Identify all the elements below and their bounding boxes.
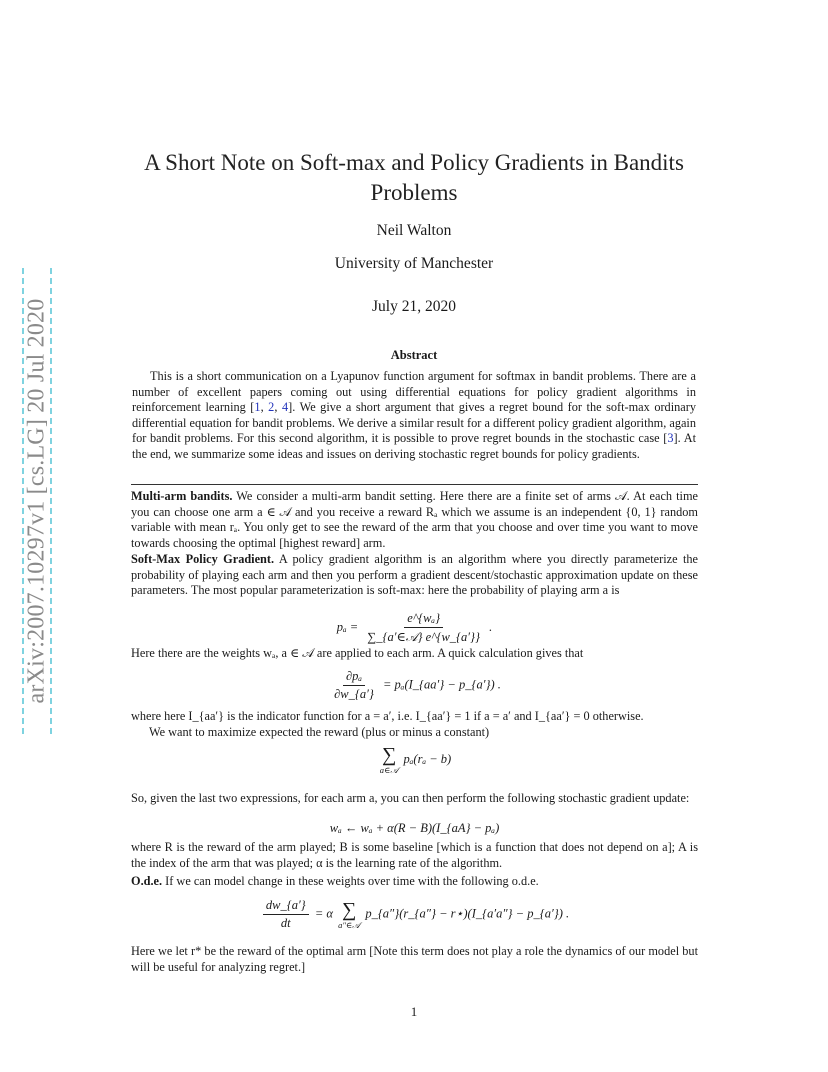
equation-expected-reward: ∑ a∈𝒜 pₐ(rₐ − b) <box>379 744 452 775</box>
equation-ode: $\frac{dw\_\{a'\}}{dt}$ = α ∑ a″∈𝒜 p_{a″}(r_{a″} − r⋆)(I_{a′a″} − p_{a′}) . <box>131 898 698 931</box>
paragraph-soft-max-policy-gradient: Soft-Max Policy Gradient. A policy gradient algorithm is an algorithm where you directly parameterize the probability of playing each arm and then you perform a gradient descent/stochastic approximation update on these parameters. The most popular parameterization is soft-max: here the probability of playing arm a is <box>131 552 698 598</box>
paragraph-maximize: We want to maximize expected the reward (plus or minus a constant) <box>149 725 490 739</box>
author-affiliation: University of Manchester <box>334 255 494 272</box>
page-number: 1 <box>410 1004 418 1019</box>
equation-softmax: pₐ = $\frac{\text{e\textasciicircum{}\{wₐ\}}}{\text{∑\_\{a′∈𝒜\} e\textasciicircum{}\{w\_\{a′\}\}}}$ . <box>336 611 493 644</box>
paragraph-ode: O.d.e. If we can model change in these weights over time with the following o.d.e. <box>131 874 539 888</box>
equation-update-rule: wₐ ← wₐ + α(R − B)(I_{aA} − pₐ) <box>329 821 500 835</box>
equation-gradient: $\frac{\text{∂pₐ}}{\partial w\_\{a'\}}$ = pₐ(I_{aa′} − p_{a′}) . <box>334 669 501 701</box>
arxiv-identifier: arXiv:2007.10297v1 [cs.LG] 20 Jul 2020 <box>23 298 50 704</box>
paper-date: July 21, 2020 <box>372 298 456 315</box>
paper-title: A Short Note on Soft-max and Policy Gradients in Bandits Problems <box>144 150 684 205</box>
abstract-text: This is a short communication on a Lyapunov function argument for softmax in bandit problems. There are a number of excellent papers coming out using differential equations for policy gradient algorithms in reinforcement learning [1, 2, 4]. We give a short argument that gives a regret bound for the soft-max ordinary differential equation for bandit problems. We derive a similar result for a different policy gradient algorithm, again for bandit problems. For this second algorithm, it is possible to prove regret bounds in the stochastic case [3]. At the end, we summarize some ideas and issues on deriving stochastic regret bounds for policy gradients. <box>132 369 696 461</box>
paragraph-weights: Here there are the weights wₐ, a ∈ 𝒜 are applied to each arm. A quick calculation gives that <box>131 646 584 660</box>
paragraph-heading: Multi-arm bandits. <box>131 489 233 503</box>
paragraph-indicator: where here I_{aa′} is the indicator function for a = a′, i.e. I_{aa′} = 1 if a = a′ and I_{aa′} = 0 otherwise. <box>131 709 644 723</box>
arxiv-stamp <box>22 268 52 734</box>
citation-link[interactable]: 1 <box>254 400 261 415</box>
paragraph-baseline: where R is the reward of the arm played; B is some baseline [which is a function that does not depend on a]; A is the index of the arm that was played; α is the learning rate of the algorithm. <box>131 840 698 870</box>
section-divider <box>131 484 698 485</box>
abstract-heading: Abstract <box>390 348 438 362</box>
paragraph-update: So, given the last two expressions, for each arm a, you can then perform the following stochastic gradient update: <box>131 791 690 805</box>
citation-link[interactable]: 4 <box>281 400 289 415</box>
paragraph-multi-arm-bandits: Multi-arm bandits. We consider a multi-arm bandit setting. Here there are a finite set of arms 𝒜. At each time you can choose one arm a ∈ 𝒜 and you receive a reward Rₐ which we assume is an independent {0, 1} random variable with mean rₐ. You only get to see the reward of the arm that you choose and over time you want to move towards choosing the optimal [highest reward] arm. <box>131 489 698 551</box>
citation-link[interactable]: 2 <box>268 400 275 415</box>
author-name: Neil Walton <box>376 222 452 239</box>
citation-link[interactable]: 3 <box>667 431 674 446</box>
paragraph-heading: O.d.e. <box>131 874 163 888</box>
paragraph-optimal-arm: Here we let r* be the reward of the optimal arm [Note this term does not play a role the dynamics of our model but will be useful for analyzing regret.] <box>131 944 698 974</box>
paragraph-heading: Soft-Max Policy Gradient. <box>131 552 275 566</box>
